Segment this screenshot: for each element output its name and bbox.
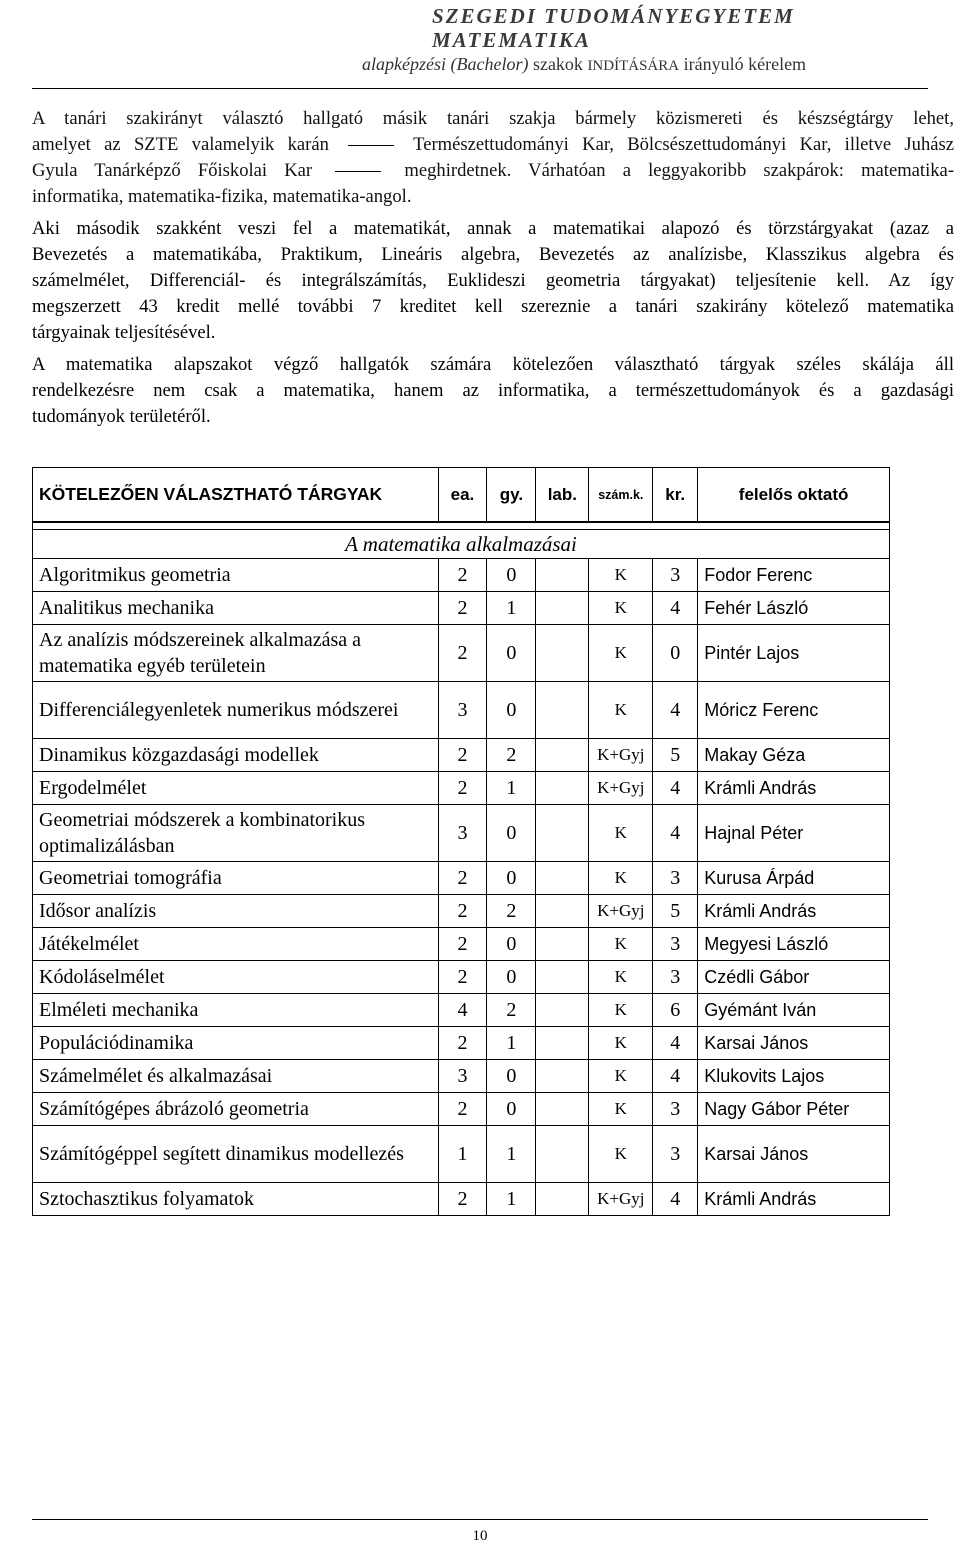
table-gap (33, 522, 890, 530)
page-number: 10 (472, 1528, 488, 1544)
course-gy: 0 (487, 928, 536, 961)
course-exam-type: K (589, 961, 653, 994)
course-teacher: Nagy Gábor Péter (698, 1093, 890, 1126)
em-dash (335, 171, 381, 172)
table-row (33, 772, 890, 805)
course-lab (536, 1126, 589, 1183)
course-exam-type: K (589, 1093, 653, 1126)
course-teacher: Móricz Ferenc (698, 682, 890, 739)
course-gy: 1 (487, 592, 536, 625)
course-credits: 3 (653, 862, 698, 895)
course-name: Számelmélet és alkalmazásai (33, 1060, 439, 1093)
course-exam-type: K+Gyj (589, 1183, 653, 1216)
course-name: Sztochasztikus folyamatok (33, 1183, 439, 1216)
course-teacher: Gyémánt Iván (698, 994, 890, 1027)
table-row (33, 592, 890, 625)
course-lab (536, 895, 589, 928)
course-exam-type: K (589, 994, 653, 1027)
course-name: Ergodelmélet (33, 772, 439, 805)
course-name: Geometriai módszerek a kombinatorikus optimalizálásban (33, 805, 439, 862)
course-ea: 2 (438, 961, 487, 994)
header-lab: lab. (536, 468, 589, 523)
course-credits: 6 (653, 994, 698, 1027)
course-credits: 3 (653, 1093, 698, 1126)
course-ea: 2 (438, 592, 487, 625)
course-ea: 4 (438, 994, 487, 1027)
course-name: Populációdinamika (33, 1027, 439, 1060)
course-teacher: Czédli Gábor (698, 961, 890, 994)
course-gy: 0 (487, 961, 536, 994)
course-lab (536, 1060, 589, 1093)
course-credits: 0 (653, 625, 698, 682)
table-header-row (33, 468, 890, 523)
course-lab (536, 625, 589, 682)
course-ea: 2 (438, 895, 487, 928)
course-ea: 2 (438, 928, 487, 961)
course-teacher: Fehér László (698, 592, 890, 625)
course-lab (536, 805, 589, 862)
table-row (33, 928, 890, 961)
course-lab (536, 994, 589, 1027)
course-name: Idősor analízis (33, 895, 439, 928)
header-title: KÖTELEZŐEN VÁLASZTHATÓ TÁRGYAK (33, 468, 439, 523)
course-gy: 1 (487, 1126, 536, 1183)
course-credits: 4 (653, 592, 698, 625)
course-gy: 1 (487, 1027, 536, 1060)
course-lab (536, 739, 589, 772)
course-exam-type: K (589, 805, 653, 862)
table-row (33, 559, 890, 592)
course-gy: 0 (487, 682, 536, 739)
section-title: A matematika alkalmazásai (33, 530, 890, 559)
paragraph-teacher-track: A tanári szakirányt választó hallgató másik tanári szakja bármely közismereti és készségtárgy lehet, amelyet az SZTE valamelyik karán Természettudományi Kar, Bölcsészettudományi Kar, illetve Juhász Gyula Tanárképző Főiskolai Kar meghirdetnek. Várhatóan a leggyakoribb szakpárok: matematika- informatika, matematika-fizika, matematika-angol. (32, 108, 955, 207)
course-ea: 1 (438, 1126, 487, 1183)
course-credits: 4 (653, 1060, 698, 1093)
university-name: SZEGEDI TUDOMÁNYEGYETEM (432, 4, 795, 28)
course-credits: 3 (653, 559, 698, 592)
course-gy: 0 (487, 1060, 536, 1093)
page-header (362, 4, 922, 78)
course-gy: 0 (487, 625, 536, 682)
course-credits: 4 (653, 1027, 698, 1060)
course-ea: 3 (438, 805, 487, 862)
course-name: Játékelmélet (33, 928, 439, 961)
paragraph-electives: A matematika alapszakot végző hallgatók számára kötelezően választható tárgyak széles skálája áll rendelkezésre nem csak a matematika, hanem az informatika, a természettudományok és a gazdasági tudományok területéről. (32, 354, 954, 427)
course-name: Kódoláselmélet (33, 961, 439, 994)
table-row (33, 1027, 890, 1060)
document-subtitle: alapképzési (Bachelor) szakok INDÍTÁSÁRA irányuló kérelem (362, 54, 807, 74)
course-ea: 2 (438, 559, 487, 592)
course-gy: 2 (487, 895, 536, 928)
course-lab (536, 592, 589, 625)
course-ea: 2 (438, 772, 487, 805)
course-credits: 3 (653, 961, 698, 994)
course-gy: 0 (487, 862, 536, 895)
course-exam-type: K (589, 862, 653, 895)
paragraph-second-major: Aki második szakként veszi fel a matematikát, annak a matematikai alapozó és törzstárgyakat (azaz a Bevezetés a matematikába, Praktikum, Lineáris algebra, Bevezetés az analízisbe, Klasszikus algebra és számelmélet, Differenciál- és integrálszámítás, Euklideszi geometria tárgyakat) teljesítenie kell. Az így megszerzett 43 kredit mellé további 7 kreditet kell szereznie a tanári szakirány kötelező matematika tárgyainak teljesítésével. (32, 218, 954, 343)
course-name: Számítógéppel segített dinamikus modellezés (33, 1126, 439, 1183)
course-exam-type: K (589, 682, 653, 739)
course-lab (536, 559, 589, 592)
course-gy: 0 (487, 805, 536, 862)
section-row (33, 530, 890, 559)
course-gy: 0 (487, 1093, 536, 1126)
course-ea: 3 (438, 682, 487, 739)
course-lab (536, 1027, 589, 1060)
course-credits: 4 (653, 772, 698, 805)
header-kr: kr. (653, 468, 698, 523)
course-teacher: Karsai János (698, 1027, 890, 1060)
course-name: Differenciálegyenletek numerikus módszerei (33, 682, 439, 739)
course-lab (536, 1093, 589, 1126)
course-lab (536, 1183, 589, 1216)
table-row (33, 994, 890, 1027)
course-gy: 1 (487, 772, 536, 805)
course-name: Elméleti mechanika (33, 994, 439, 1027)
course-credits: 5 (653, 895, 698, 928)
table-row (33, 625, 890, 682)
table-row (33, 1060, 890, 1093)
course-name: Számítógépes ábrázoló geometria (33, 1093, 439, 1126)
elective-courses-table (32, 467, 890, 1216)
course-name: Algoritmikus geometria (33, 559, 439, 592)
course-lab (536, 862, 589, 895)
table-row (33, 862, 890, 895)
course-ea: 3 (438, 1060, 487, 1093)
course-teacher: Klukovits Lajos (698, 1060, 890, 1093)
course-credits: 3 (653, 928, 698, 961)
course-credits: 4 (653, 1183, 698, 1216)
course-lab (536, 682, 589, 739)
course-credits: 3 (653, 1126, 698, 1183)
course-credits: 5 (653, 739, 698, 772)
course-credits: 4 (653, 682, 698, 739)
course-ea: 2 (438, 862, 487, 895)
course-exam-type: K+Gyj (589, 739, 653, 772)
course-name: Analitikus mechanika (33, 592, 439, 625)
table-row (33, 1126, 890, 1183)
header-oktato: felelős oktató (698, 468, 890, 523)
table-row (33, 739, 890, 772)
table-row (33, 805, 890, 862)
course-teacher: Karsai János (698, 1126, 890, 1183)
course-lab (536, 928, 589, 961)
course-gy: 0 (487, 559, 536, 592)
header-gy: gy. (487, 468, 536, 523)
course-teacher: Megyesi László (698, 928, 890, 961)
course-credits: 4 (653, 805, 698, 862)
course-ea: 2 (438, 1183, 487, 1216)
course-gy: 2 (487, 994, 536, 1027)
course-exam-type: K (589, 928, 653, 961)
course-exam-type: K (589, 1027, 653, 1060)
em-dash (348, 145, 394, 146)
course-teacher: Pintér Lajos (698, 625, 890, 682)
table-row (33, 682, 890, 739)
course-exam-type: K (589, 592, 653, 625)
course-ea: 2 (438, 739, 487, 772)
course-teacher: Fodor Ferenc (698, 559, 890, 592)
course-lab (536, 961, 589, 994)
course-gy: 2 (487, 739, 536, 772)
course-teacher: Krámli András (698, 895, 890, 928)
header-ea: ea. (438, 468, 487, 523)
course-name: Az analízis módszereinek alkalmazása a matematika egyéb területein (33, 625, 439, 682)
table-row (33, 961, 890, 994)
course-teacher: Krámli András (698, 1183, 890, 1216)
course-lab (536, 772, 589, 805)
program-name: MATEMATIKA (432, 28, 591, 52)
course-exam-type: K (589, 625, 653, 682)
course-name: Dinamikus közgazdasági modellek (33, 739, 439, 772)
course-ea: 2 (438, 625, 487, 682)
course-exam-type: K+Gyj (589, 772, 653, 805)
table-row (33, 895, 890, 928)
course-teacher: Hajnal Péter (698, 805, 890, 862)
header-szamk: szám.k. (589, 468, 653, 523)
table-row (33, 1093, 890, 1126)
course-ea: 2 (438, 1093, 487, 1126)
header-rule (32, 88, 928, 89)
course-exam-type: K (589, 559, 653, 592)
course-gy: 1 (487, 1183, 536, 1216)
course-teacher: Krámli András (698, 772, 890, 805)
footer-rule (32, 1519, 928, 1520)
course-ea: 2 (438, 1027, 487, 1060)
course-exam-type: K+Gyj (589, 895, 653, 928)
course-exam-type: K (589, 1060, 653, 1093)
course-name: Geometriai tomográfia (33, 862, 439, 895)
course-teacher: Kurusa Árpád (698, 862, 890, 895)
table-row (33, 1183, 890, 1216)
course-teacher: Makay Géza (698, 739, 890, 772)
course-exam-type: K (589, 1126, 653, 1183)
